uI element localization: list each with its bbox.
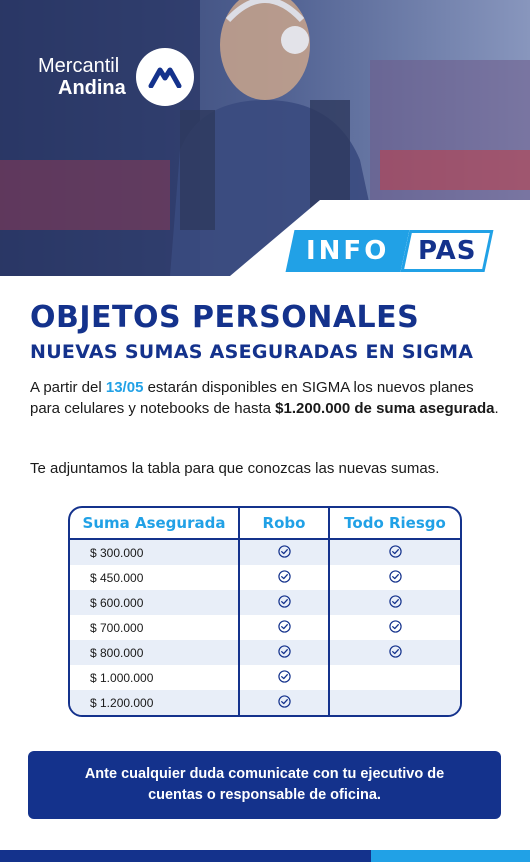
table-body: [70, 540, 460, 717]
cell-robo: [240, 640, 330, 665]
cell-robo: [240, 565, 330, 590]
table-row: [70, 640, 460, 665]
contact-notice: [28, 751, 501, 819]
cell-robo: [240, 590, 330, 615]
page-title: OBJETOS PERSONALES: [30, 300, 420, 335]
cell-todo-riesgo: [330, 665, 460, 690]
check-circle-icon: [389, 645, 402, 661]
cell-todo-riesgo: [330, 640, 460, 665]
intro-paragraph: [30, 377, 500, 419]
cell-suma: $ 1.200.000: [70, 690, 240, 715]
cell-todo-riesgo: [330, 615, 460, 640]
brand-logo-block: [38, 48, 194, 106]
brand-name: [38, 55, 126, 99]
cell-suma: $ 300.000: [70, 540, 240, 565]
cell-todo-riesgo: [330, 690, 460, 715]
intro-part-1: A partir del: [30, 379, 106, 396]
check-circle-icon: [278, 695, 291, 711]
cell-suma: $ 600.000: [70, 590, 240, 615]
table-row: [70, 615, 460, 640]
table-header: [70, 508, 460, 540]
footer-bar: [0, 850, 530, 862]
cell-suma: $ 700.000: [70, 615, 240, 640]
brand-mark-icon: [136, 48, 194, 106]
header-robo: Robo: [240, 508, 330, 538]
check-circle-icon: [278, 595, 291, 611]
check-circle-icon: [278, 645, 291, 661]
sums-table: [68, 506, 462, 717]
table-row: [70, 665, 460, 690]
brand-line-1: Mercantil: [38, 55, 120, 77]
intro-date: 13/05: [105, 379, 144, 396]
check-circle-icon: [278, 570, 291, 586]
cell-todo-riesgo: [330, 540, 460, 565]
header-suma-asegurada: Suma Asegurada: [70, 508, 240, 538]
page-subtitle: NUEVAS SUMAS ASEGURADAS EN SIGMA: [30, 341, 474, 363]
check-circle-icon: [389, 595, 402, 611]
hero-banner: [0, 0, 530, 276]
intro-amount: $1.200.000 de suma asegurada: [275, 400, 495, 417]
cell-todo-riesgo: [330, 590, 460, 615]
intro-part-3: .: [494, 400, 499, 417]
contact-notice-text: Ante cualquier duda comunicate con tu ejecutivo de cuentas o responsable de oficina.: [84, 766, 445, 803]
cell-robo: [240, 540, 330, 565]
header-todo-riesgo: Todo Riesgo: [344, 514, 446, 532]
badge-info: INFO: [286, 230, 410, 272]
check-circle-icon: [278, 545, 291, 561]
check-circle-icon: [389, 620, 402, 636]
badge-pas: PAS: [401, 230, 494, 272]
table-row: [70, 590, 460, 615]
intro-part-2: estarán disponibles en SIGMA los nuevos planes para celulares y notebooks de hasta: [30, 379, 474, 417]
check-circle-icon: [278, 620, 291, 636]
cell-robo: [240, 615, 330, 640]
info-pas-badge: [290, 230, 489, 272]
table-row: [70, 690, 460, 715]
cell-suma: $ 800.000: [70, 640, 240, 665]
cell-robo: [240, 690, 330, 715]
cell-suma: $ 1.000.000: [70, 665, 240, 690]
intro-paragraph-2: Te adjuntamos la tabla para que conozcas las nuevas sumas.: [30, 460, 440, 477]
table-row: [70, 565, 460, 590]
check-circle-icon: [389, 545, 402, 561]
cell-suma: $ 450.000: [70, 565, 240, 590]
cell-todo-riesgo: [330, 565, 460, 590]
cell-robo: [240, 665, 330, 690]
brand-line-2: Andina: [58, 77, 126, 99]
check-circle-icon: [389, 570, 402, 586]
table-row: [70, 540, 460, 565]
check-circle-icon: [278, 670, 291, 686]
